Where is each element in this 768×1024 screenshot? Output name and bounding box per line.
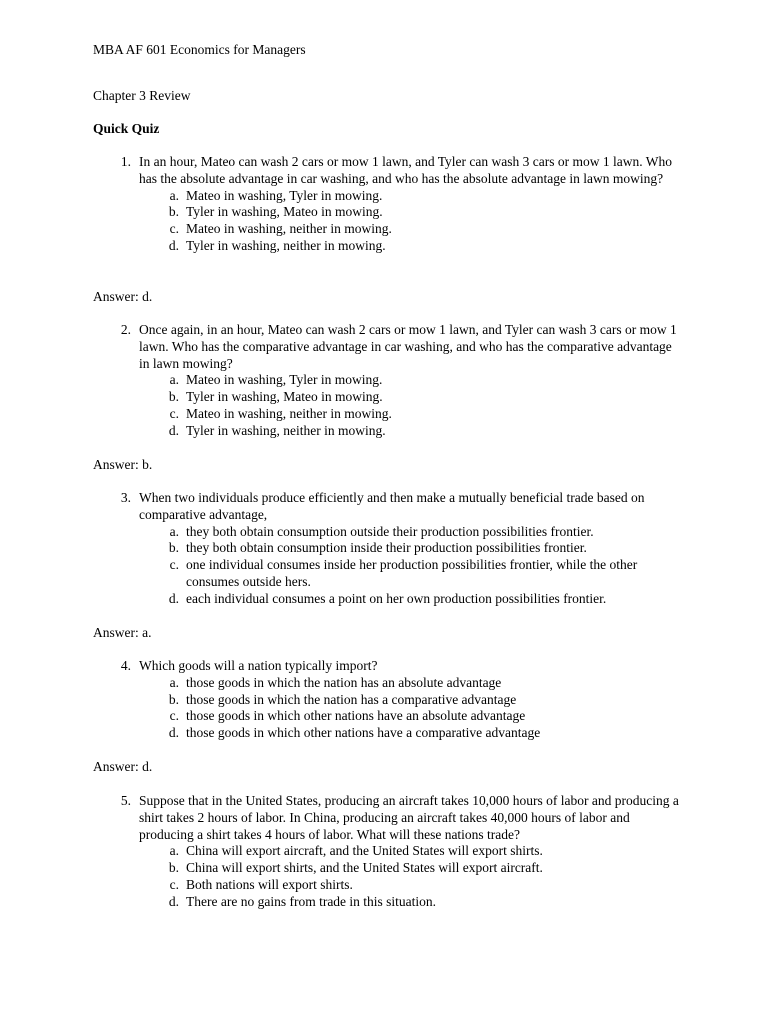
option-c (93, 557, 693, 591)
question-text: When two individuals produce efficiently and then make a mutually beneficial trade based on comparative advantage, (139, 490, 645, 522)
question-number: 5. (120, 793, 131, 808)
options-list (93, 675, 693, 742)
options-list (93, 843, 693, 910)
option-text: Tyler in washing, Mateo in mowing. (186, 389, 383, 405)
option-text: Mateo in washing, Tyler in mowing. (186, 372, 383, 388)
option-letter: d. (168, 893, 179, 909)
option-text: each individual consumes a point on her own production possibilities frontier. (186, 590, 607, 606)
question-number: 3. (120, 490, 131, 505)
option-text: China will export aircraft, and the United States will export shirts. (186, 843, 543, 859)
option-text: they both obtain consumption outside their production possibilities frontier. (186, 523, 594, 539)
option-a (93, 188, 693, 205)
question-number: 1. (120, 154, 131, 169)
question-5 (93, 793, 693, 911)
option-text: There are no gains from trade in this situation. (186, 893, 437, 909)
option-text: those goods in which the nation has an absolute advantage (186, 674, 502, 690)
option-d (93, 423, 693, 440)
option-letter: d. (168, 590, 179, 606)
course-title: MBA AF 601 Economics for Managers (93, 42, 306, 57)
option-b (93, 540, 693, 557)
option-letter: a. (169, 843, 179, 859)
option-text: those goods in which the nation has a comparative advantage (186, 691, 517, 707)
answer-4: Answer: d. (93, 759, 153, 774)
question-number: 2. (120, 322, 131, 337)
options-list (93, 524, 693, 608)
option-letter: d. (168, 237, 179, 253)
option-letter: c. (169, 876, 179, 892)
answer-2: Answer: b. (93, 457, 153, 472)
option-letter: b. (168, 691, 179, 707)
option-letter: c. (169, 557, 179, 573)
chapter-heading: Chapter 3 Review (93, 88, 191, 103)
option-letter: d. (168, 422, 179, 438)
option-letter: c. (169, 708, 179, 724)
option-letter: d. (168, 725, 179, 741)
option-d (93, 894, 693, 911)
option-a (93, 843, 693, 860)
question-3 (93, 490, 693, 608)
options-list (93, 372, 693, 439)
option-text: they both obtain consumption inside their production possibilities frontier. (186, 540, 587, 556)
option-text: Mateo in washing, neither in mowing. (186, 221, 392, 237)
question-4 (93, 658, 693, 742)
option-a (93, 524, 693, 541)
option-letter: a. (169, 674, 179, 690)
option-b (93, 204, 693, 221)
question-text: In an hour, Mateo can wash 2 cars or mow 1 lawn, and Tyler can wash 3 cars or mow 1 lawn. Who has the absolute advantage in car washing, and who has the absolute advantage in lawn mowing? (139, 154, 672, 186)
option-text: Mateo in washing, Tyler in mowing. (186, 187, 383, 203)
question-text: Which goods will a nation typically import? (139, 658, 378, 673)
option-c (93, 221, 693, 238)
option-text: Tyler in washing, neither in mowing. (186, 237, 386, 253)
question-text: Once again, in an hour, Mateo can wash 2 cars or mow 1 lawn, and Tyler can wash 3 cars or mow 1 lawn. Who has the comparative advantage in car washing, and who has the comparative advantage in lawn mowing? (139, 322, 677, 371)
option-text: China will export shirts, and the United States will export aircraft. (186, 860, 543, 876)
question-2 (93, 322, 693, 440)
option-text: those goods in which other nations have an absolute advantage (186, 708, 526, 724)
option-b (93, 860, 693, 877)
option-c (93, 406, 693, 423)
question-text: Suppose that in the United States, producing an aircraft takes 10,000 hours of labor and producing a shirt takes 2 hours of labor. In China, producing an aircraft takes 40,000 hours of labor and producing a shirt takes 4 hours of labor. What will these nations trade? (139, 793, 679, 842)
options-list (93, 188, 693, 255)
option-letter: b. (168, 389, 179, 405)
option-text: one individual consumes inside her production possibilities frontier, while the other consumes outside hers. (186, 557, 638, 589)
option-c (93, 708, 693, 725)
option-letter: a. (169, 523, 179, 539)
option-text: Tyler in washing, neither in mowing. (186, 422, 386, 438)
option-letter: b. (168, 540, 179, 556)
question-1 (93, 154, 693, 255)
option-a (93, 675, 693, 692)
answer-1: Answer: d. (93, 289, 153, 304)
option-c (93, 877, 693, 894)
option-letter: b. (168, 204, 179, 220)
answer-3: Answer: a. (93, 625, 152, 640)
option-a (93, 372, 693, 389)
option-d (93, 725, 693, 742)
option-text: Both nations will export shirts. (186, 876, 353, 892)
option-text: Tyler in washing, Mateo in mowing. (186, 204, 383, 220)
option-b (93, 389, 693, 406)
option-text: Mateo in washing, neither in mowing. (186, 405, 392, 421)
option-d (93, 591, 693, 608)
option-d (93, 238, 693, 255)
option-letter: c. (169, 221, 179, 237)
section-heading: Quick Quiz (93, 121, 160, 136)
option-b (93, 692, 693, 709)
option-letter: a. (169, 187, 179, 203)
question-number: 4. (120, 658, 131, 673)
option-letter: a. (169, 372, 179, 388)
option-letter: c. (169, 405, 179, 421)
option-letter: b. (168, 860, 179, 876)
option-text: those goods in which other nations have a comparative advantage (186, 725, 541, 741)
